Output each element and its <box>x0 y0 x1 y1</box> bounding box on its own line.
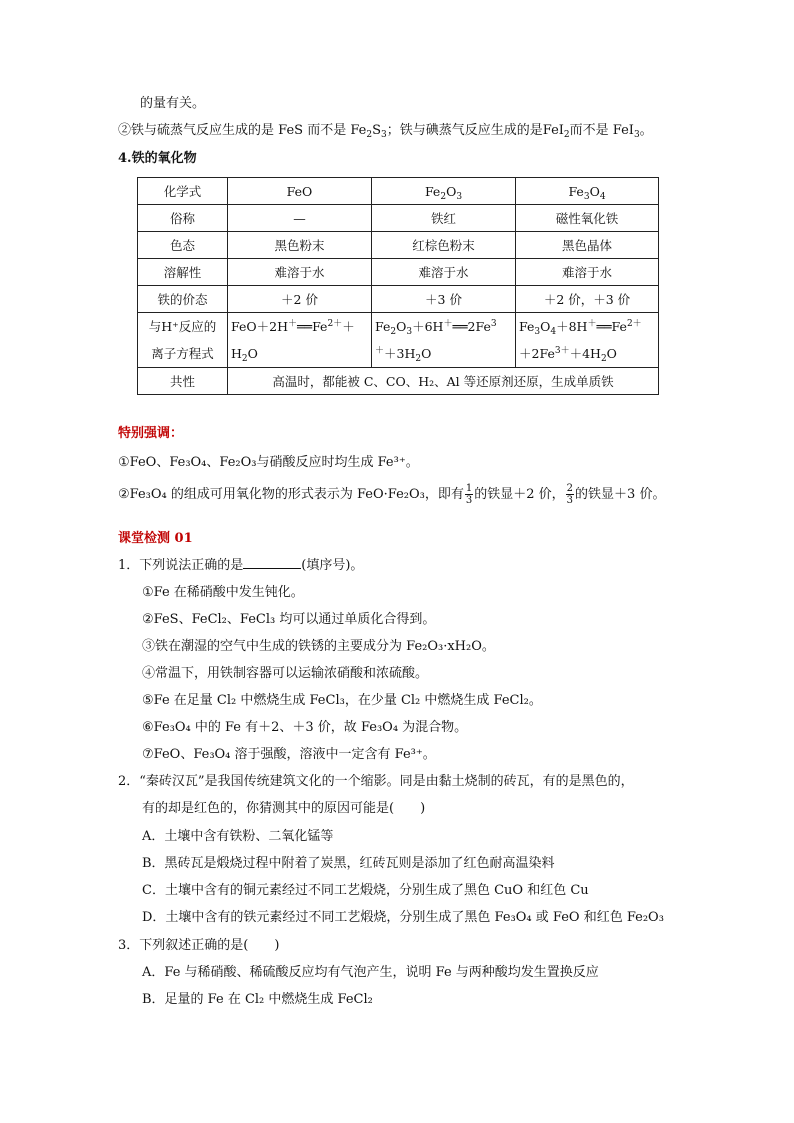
special-item-1: ①FeO、Fe₃O₄、Fe₂O₃与硝酸反应时均生成 Fe³⁺。 <box>118 455 419 470</box>
special-item-2 <box>118 482 665 508</box>
intro-line-1: 的量有关。 <box>140 96 206 111</box>
q1-item: ③铁在潮湿的空气中生成的铁锈的主要成分为 Fe₂O₃·xH₂O。 <box>142 639 495 654</box>
eq-label-line-1: 与H⁺反应的 <box>148 319 217 334</box>
table-row <box>138 259 659 286</box>
section-4-title: 4.铁的氧化物 <box>118 151 197 166</box>
table-cell: 化学式 <box>138 178 228 205</box>
intro-line-2-part-d: ；铁与碘蒸气反应生成的是 <box>386 123 543 138</box>
table-cell: $Fe_3O_4$ <box>516 178 659 205</box>
special-item-2-part-a: ②Fe₃O₄ 的组成可用氧化物的形式表示为 FeO·Fe₂O₃，即有 <box>118 487 464 502</box>
table-cell: 黑色粉末 <box>228 232 372 259</box>
table-row-equation <box>138 313 659 368</box>
fraction-two-thirds: $\frac{2}{3}$ <box>566 483 574 506</box>
q2-option: D．土壤中含有的铁元素经过不同工艺煅烧，分别生成了黑色 Fe₃O₄ 或 FeO 和红色 Fe₂O₃ <box>142 910 664 925</box>
table-cell: 难溶于水 <box>228 259 372 286</box>
q1-item: ④常温下，用铁制容器可以运输浓硝酸和浓硫酸。 <box>142 666 429 681</box>
intro-line-2-part-e: 而不是 <box>569 123 609 138</box>
eq-label-line-2: 离子方程式 <box>151 346 214 361</box>
table-cell: 难溶于水 <box>516 259 659 286</box>
table-cell: 俗称 <box>138 205 228 232</box>
intro-line-2-part-c: 而不是 <box>307 123 347 138</box>
table-cell: — <box>228 205 372 232</box>
table-cell <box>138 313 228 368</box>
intro-line-2: ②铁与硫蒸气反应生成的是 FeS 而不是 $Fe_2S_3$；铁与碘蒸气反应生成的是FeI$_2$而不是 FeI$_3$。 <box>118 123 653 140</box>
q1-stem-part-b: (填序号)。 <box>301 558 364 573</box>
q1-item: ⑤Fe 在足量 Cl₂ 中燃烧生成 FeCl₃，在少量 Cl₂ 中燃烧生成 FeCl₂。 <box>142 693 542 708</box>
q1-stem-part-a: 1．下列说法正确的是 <box>118 558 244 573</box>
table-row-common <box>138 368 659 395</box>
q3-option: A．Fe 与稀硝酸、稀硫酸反应均有气泡产生，说明 Fe 与两种酸均发生置换反应 <box>142 965 599 980</box>
intro-line-2-part-a: ②铁与硫蒸气反应生成的是 <box>118 123 275 138</box>
q2-stem-line-1: 2．“秦砖汉瓦”是我国传统建筑文化的一个缩影。同是由黏土烧制的砖瓦，有的是黑色的， <box>118 774 634 789</box>
table-cell: ＋2 价，＋3 价 <box>516 286 659 313</box>
table-row <box>138 232 659 259</box>
answer-blank[interactable] <box>243 556 301 569</box>
special-title: 特别强调： <box>118 426 184 441</box>
table-cell: $Fe_2O_3$ <box>372 178 516 205</box>
special-item-2-part-b: 的铁显＋2 价， <box>474 487 565 502</box>
q1-item: ⑥Fe₃O₄ 中的 Fe 有＋2、＋3 价，故 Fe₃O₄ 为混合物。 <box>142 720 468 735</box>
table-cell: 黑色晶体 <box>516 232 659 259</box>
table-cell: ＋2 价 <box>228 286 372 313</box>
q2-stem-line-2: 有的却是红色的，你猜测其中的原因可能是( ) <box>142 801 426 816</box>
special-item-2-part-c: 的铁显＋3 价。 <box>575 487 666 502</box>
fraction-one-third: $\frac{1}{3}$ <box>465 483 473 506</box>
table-cell-equation-fe2o3: $Fe_2O_3+6H^+══2Fe^3$ $^++3H_2O$ <box>372 313 516 368</box>
q2-option: C．土壤中含有的铜元素经过不同工艺煅烧，分别生成了黑色 CuO 和红色 Cu <box>142 883 589 898</box>
table-header-row <box>138 178 659 205</box>
q1-item: ①Fe 在稀硝酸中发生钝化。 <box>142 585 304 600</box>
q1-item: ②FeS、FeCl₂、FeCl₃ 均可以通过单质化合得到。 <box>142 612 436 627</box>
table-cell: 铁红 <box>372 205 516 232</box>
table-cell: 红棕色粉末 <box>372 232 516 259</box>
q2-option: A．土壤中含有铁粉、二氧化锰等 <box>142 829 334 844</box>
table-cell: 共性 <box>138 368 228 395</box>
table-cell-equation-feo: $FeO+2H^+══Fe^{2+}+$ $H_2O$ <box>228 313 372 368</box>
table-cell: 磁性氧化铁 <box>516 205 659 232</box>
iron-oxide-table <box>137 177 659 395</box>
table-cell: 溶解性 <box>138 259 228 286</box>
table-row <box>138 286 659 313</box>
table-cell: 铁的价态 <box>138 286 228 313</box>
q2-option: B．黑砖瓦是煅烧过程中附着了炭黑，红砖瓦则是添加了红色耐高温染料 <box>142 856 555 871</box>
table-cell-common-text: 高温时，都能被 C、CO、H₂、Al 等还原剂还原，生成单质铁 <box>228 368 659 395</box>
table-cell: ＋3 价 <box>372 286 516 313</box>
q3-option: B．足量的 Fe 在 Cl₂ 中燃烧生成 FeCl₂ <box>142 992 373 1007</box>
check-title: 课堂检测 01 <box>118 531 193 546</box>
q1-item: ⑦FeO、Fe₃O₄ 溶于强酸，溶液中一定含有 Fe³⁺。 <box>142 747 436 762</box>
table-row <box>138 205 659 232</box>
table-cell: 色态 <box>138 232 228 259</box>
intro-line-2-part-b: FeS <box>278 123 304 138</box>
q3-stem: 3．下列叙述正确的是( ) <box>118 938 280 953</box>
table-cell-equation-fe3o4: $Fe_3O_4+8H^+══Fe^{2+}$ $+2Fe^{3+}+4H_2O$ <box>516 313 659 368</box>
table-cell: 难溶于水 <box>372 259 516 286</box>
table-cell: FeO <box>228 178 372 205</box>
q1-stem <box>118 556 363 575</box>
